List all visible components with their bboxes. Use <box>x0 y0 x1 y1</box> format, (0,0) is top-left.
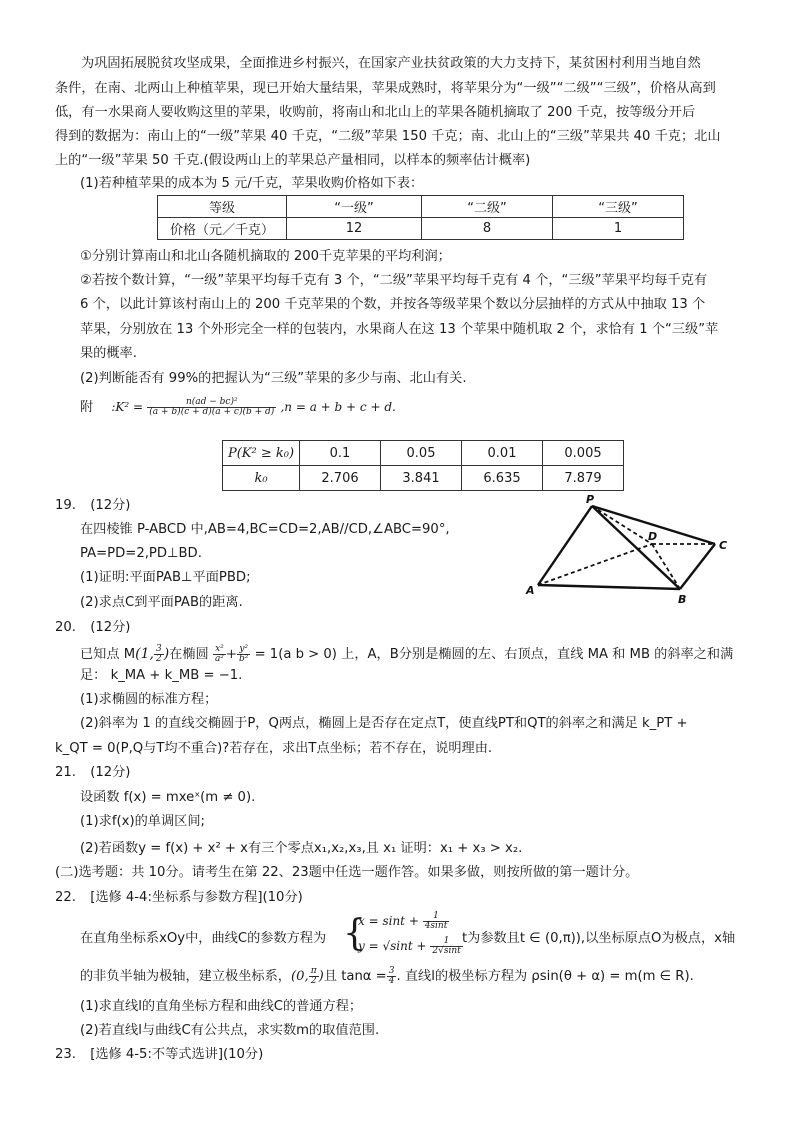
question-number: 23. <box>55 1047 76 1062</box>
k2-formula-lhs: :K² = <box>111 400 144 414</box>
formula-line <box>80 393 396 422</box>
sub-question-2-line-1: ②若按个数计算，“一级”苹果平均每千克有 3 个，“二级”苹果平均每千克有 4 个，“三级”苹果平均每千克有 <box>80 273 708 288</box>
q20-line-2: 足： k_MA + k_MB = −1. <box>80 668 243 683</box>
q19-line-4: (2)求点C到平面PAB的距离. <box>80 595 243 610</box>
q22-header <box>55 889 303 907</box>
q19-number <box>55 497 130 515</box>
q21-line-3: (2)若函数y = f(x) + x² + x有三个零点x₁,x₂,x₃,且 x₁ 证明：x₁ + x₃ > x₂. <box>80 841 523 856</box>
fraction-denominator: 2 <box>155 653 162 664</box>
appendix-label: 附 <box>80 400 94 415</box>
part-2-question: (2)判断能否有 99%的把握认为“三级”苹果的多少与南、北山有关. <box>80 371 467 386</box>
question-title: [选修 4-5:不等式选讲](10分) <box>90 1047 264 1062</box>
k2-formula-tail: ,n = a + b + c + d. <box>280 400 396 414</box>
sub-question-1: ①分别计算南山和北山各随机摘取的 200千克苹果的平均利润； <box>80 249 451 264</box>
q23-header <box>55 1046 263 1064</box>
critical-value-row-k <box>223 466 624 491</box>
sub-question-2-line-3: 苹果，分别放在 13 个外形完全一样的包装内，水果商人在这 13 个苹果中随机取 2 个，求恰有 1 个“三级”苹 <box>80 322 719 337</box>
question-number: 22. <box>55 890 76 905</box>
q20-point-text: 已知点 M <box>80 647 136 662</box>
q22-polar-eq-text: . 直线l的极坐标方程为 ρsin(θ + α) = m(m ∈ R). <box>396 969 694 984</box>
fraction-numerator: 3 <box>155 643 162 654</box>
critical-value-cell: 6.635 <box>462 466 543 491</box>
vertex-label: D <box>648 530 658 543</box>
q22-param-x: x = sint + $\frac{1}{4\sin t}$ <box>358 911 448 931</box>
question-number: 20. <box>55 620 76 635</box>
price-table-header: 等级 <box>158 196 287 218</box>
q21-line-2: (1)求f(x)的单调区间; <box>80 814 205 829</box>
question-number: 19. <box>55 498 76 513</box>
question-score: (12分) <box>90 620 131 635</box>
q19-line-2: PA=PD=2,PD⊥BD. <box>80 546 202 561</box>
q22-tan-text: 且 tanα = <box>323 969 387 984</box>
vertex-label: A <box>526 584 535 597</box>
edge-ab <box>538 585 680 589</box>
q22-line-2-text: 的非负半轴为极轴，建立极坐标系， <box>80 969 291 984</box>
question-score: (12分) <box>90 498 131 513</box>
price-table-cell: 12 <box>287 218 422 240</box>
part-1-question: (1)若种植苹果的成本为 5 元/千克，苹果收购价格如下表： <box>80 176 424 191</box>
q22-line-2: 的非负半轴为极轴，建立极坐标系，(0, $\frac{\pi}{2}$ )且 tanα = $\frac{3}{4}$ . 直线l的极坐标方程为 ρsin(θ + α) = m(m ∈ R). <box>80 965 694 986</box>
pyramid-figure <box>520 494 750 606</box>
price-table-header-row <box>158 196 684 218</box>
q20-line-3: (1)求椭圆的标准方程； <box>80 692 218 707</box>
q22-param-y: y = √sint + $\frac{1}{2√\sin t}$ <box>358 936 461 956</box>
q22-line-1b: t为参数且t ∈ (0,π)),以坐标原点O为极点，x轴 <box>462 931 736 946</box>
q22-brace: { <box>343 913 366 954</box>
question-score: (12分) <box>90 765 131 780</box>
q19-line-1: 在四棱锥 P-ABCD 中,AB=4,BC=CD=2,AB//CD,∠ABC=90°, <box>80 522 450 537</box>
param-equation-x: x = sint + <box>358 914 419 928</box>
price-table-cell: 价格（元／千克） <box>158 218 287 240</box>
m-fraction <box>154 645 164 664</box>
q21-line-1: 设函数 f(x) = mxeˣ(m ≠ 0). <box>80 790 256 805</box>
edge-bc <box>680 544 715 589</box>
critical-value-cell: 7.879 <box>543 466 624 491</box>
q19-line-3: (1)证明:平面PAB⊥平面PBD; <box>80 570 251 585</box>
critical-value-cell: 3.841 <box>381 466 462 491</box>
price-table-cell: 8 <box>422 218 553 240</box>
intro-line-1: 为巩固拓展脱贫攻坚成果，全面推进乡村振兴，在国家产业扶贫政策的大力支持下，某贫困村利用当地自然 <box>81 56 701 71</box>
intro-line-2: 条件，在南、北两山上种植苹果，现已开始大量结果，苹果成熟时，将苹果分为“一级”“二级”“三级”，价格从高到 <box>55 81 716 96</box>
q20-line-1: 已知点 M(1, $\frac{3}{2}$ )在椭圆 $\frac{\text{x²}}{\text{a²}}$ + $\frac{\text{y²}}{\text{b²}}$ = 1(a b > 0) 上，A，B分别是椭圆的左、右顶点，直线 MA 和 MB 的斜率之和满 <box>80 643 734 664</box>
critical-value-cell: 0.1 <box>300 441 381 466</box>
vertex-label: C <box>719 539 728 552</box>
edge-pd <box>592 506 652 544</box>
price-table-header: “二级” <box>422 196 553 218</box>
q21-number <box>55 764 130 782</box>
intro-line-4: 得到的数据为：南山上的“一级”苹果 40 千克，“二级”苹果 150 千克；南、北山上的“三级”苹果共 40 千克；北山 <box>55 129 721 144</box>
critical-value-cell: 0.005 <box>543 441 624 466</box>
critical-value-label: P(K² ≥ k₀) <box>223 441 300 466</box>
sub-question-2-line-4: 果的概率. <box>80 346 137 361</box>
intro-line-3: 低，有一水果商人要收购这里的苹果，收购前，将南山和北山上的苹果各随机摘取了 200 千克，按等级分开后 <box>55 105 696 120</box>
q20-line-4: (2)斜率为 1 的直线交椭圆于P，Q两点，椭圆上是否存在定点T，使直线PT和QT的斜率之和满足 k_PT + <box>80 716 688 731</box>
critical-value-cell: 0.01 <box>462 441 543 466</box>
q22-line-3: (1)求直线l的直角坐标方程和曲线C的普通方程； <box>80 999 363 1014</box>
q20-condition-text: = 1(a b > 0) 上，A，B分别是椭圆的左、右顶点，直线 MA 和 MB 的斜率之和满 <box>254 647 734 662</box>
q20-line-5: k_QT = 0(P,Q与T均不重合)?若存在，求出T点坐标；若不存在，说明理由. <box>55 741 493 756</box>
section-2-instructions: (二)选考题：共 10分。请考生在第 22、23题中任选一题作答。如果多做，则按所做的第一题计分。 <box>55 865 639 880</box>
vertex-label: P <box>586 494 595 506</box>
q22-line-4: (2)若直线l与曲线C有公共点，求实数m的取值范围. <box>80 1023 380 1038</box>
price-table-header: “三级” <box>553 196 684 218</box>
critical-value-table <box>222 440 624 491</box>
k2-denominator: (a + b)(c + d)(a + c)(b + d) <box>149 406 275 417</box>
critical-value-cell: 0.05 <box>381 441 462 466</box>
price-table <box>157 195 684 240</box>
k2-numerator: n(ad − bc)² <box>147 398 276 408</box>
question-number: 21. <box>55 765 76 780</box>
edge-pa <box>538 506 592 585</box>
critical-value-cell: 2.706 <box>300 466 381 491</box>
price-table-row <box>158 218 684 240</box>
critical-value-row-p <box>223 441 624 466</box>
q22-line-1a: 在直角坐标系xOy中，曲线C的参数方程为 <box>80 931 327 946</box>
vertex-label: B <box>678 593 687 606</box>
critical-value-label: k₀ <box>223 466 300 491</box>
q20-number <box>55 619 130 637</box>
sub-question-2-line-2: 6 个，以此计算该村南山上的 200 千克苹果的个数，并按各等级苹果个数以分层抽样的方式从中抽取 13 个 <box>80 297 706 312</box>
price-table-header: “一级” <box>287 196 422 218</box>
k2-fraction <box>147 398 276 417</box>
price-table-cell: 1 <box>553 218 684 240</box>
q20-ellipse-text: 在椭圆 <box>169 647 209 662</box>
question-title: [选修 4-4:坐标系与参数方程](10分) <box>90 890 303 905</box>
intro-line-5: 上的“一级”苹果 50 千克.(假设两山上的苹果总产量相同，以样本的频率估计概率) <box>55 153 531 168</box>
edge-ad <box>538 544 652 585</box>
param-equation-y: y = √sint + <box>358 939 427 953</box>
